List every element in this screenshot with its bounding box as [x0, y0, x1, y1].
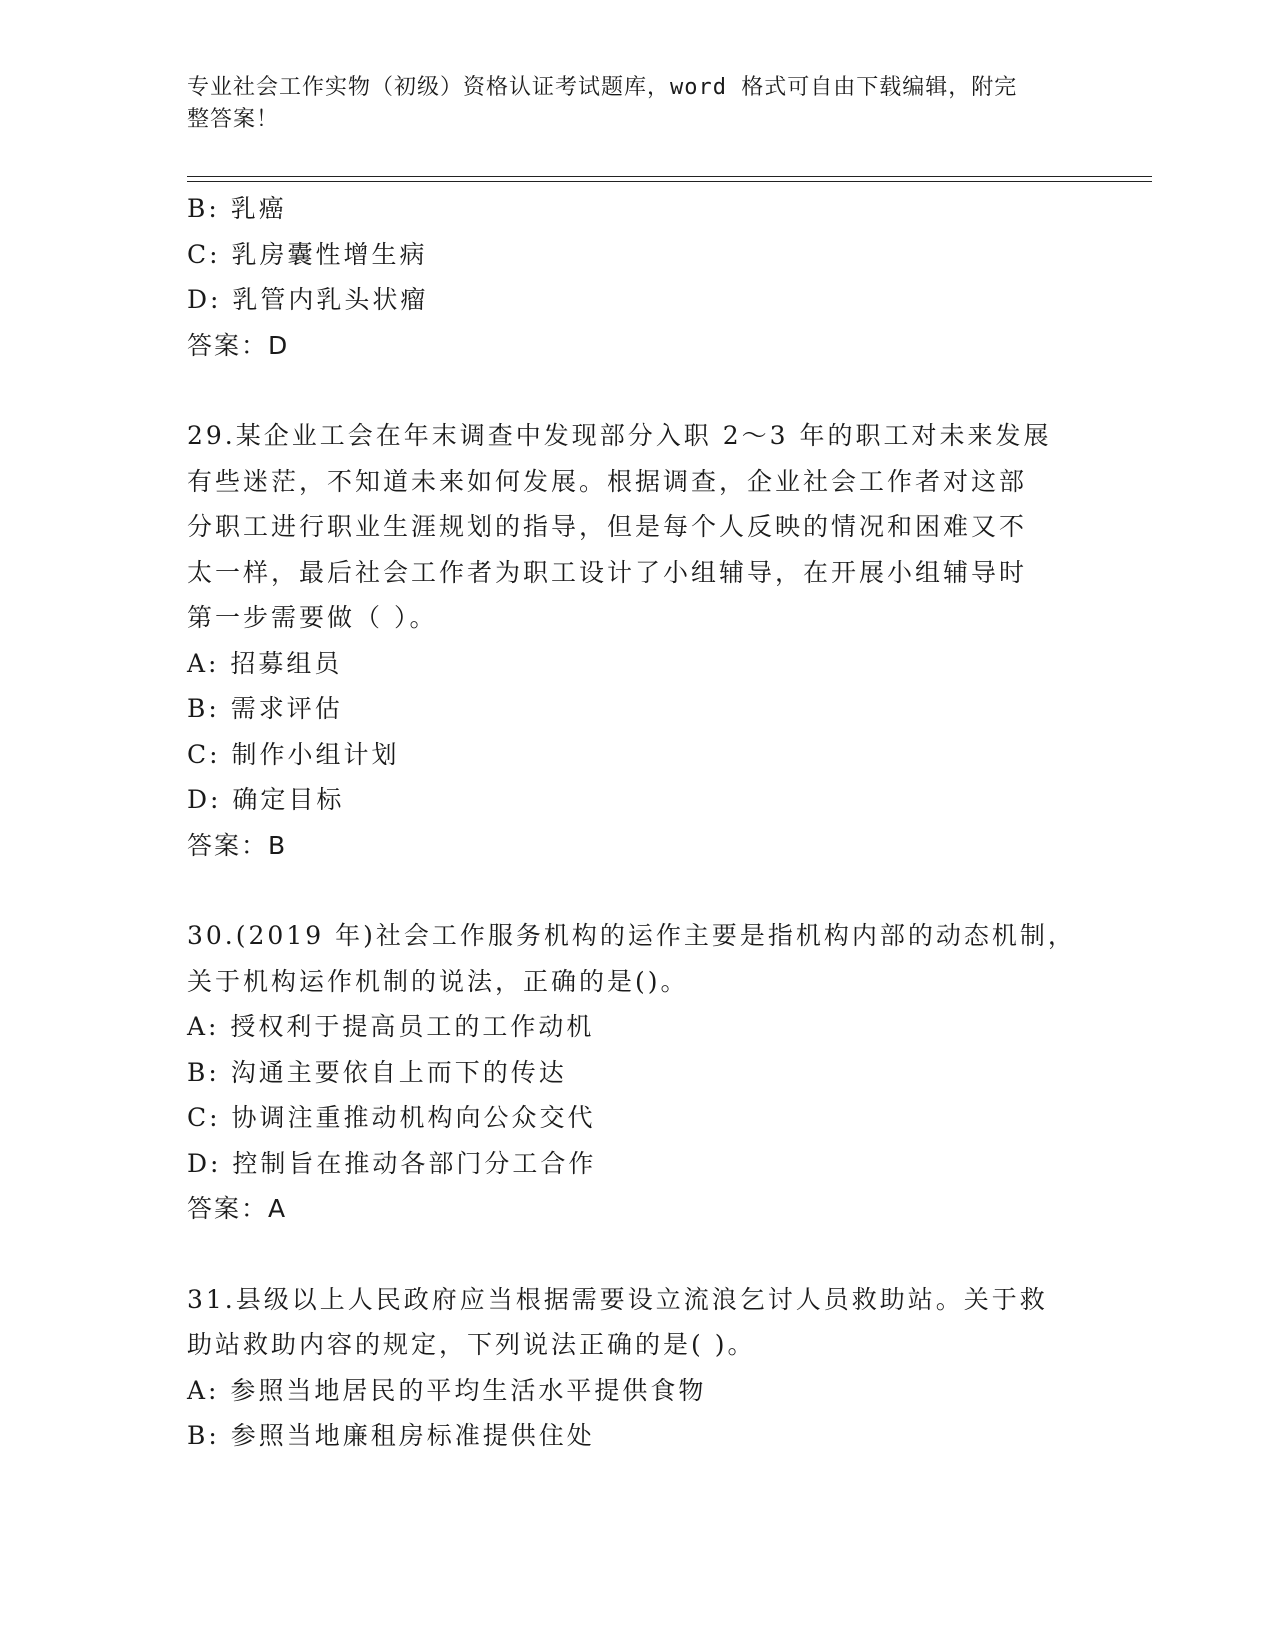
q29-option-c: C: 制作小组计划: [187, 739, 400, 769]
q30-stem-line: 30.(2019 年)社会工作服务机构的运作主要是指机构内部的动态机制，: [187, 921, 1076, 950]
question-31: [187, 1277, 1087, 1459]
q30-option-c: C: 协调注重推动机构向公众交代: [187, 1103, 596, 1132]
q29-option-d: D: 确定目标: [187, 785, 345, 814]
q30-answer: 答案：A: [187, 1194, 288, 1223]
q31-stem-line: 助站救助内容的规定，下列说法正确的是( )。: [187, 1330, 756, 1359]
q28-option-c: C: 乳房囊性增生病: [187, 239, 428, 269]
question-content: [187, 186, 1087, 1459]
q29-stem-line: 第一步需要做（ ）。: [187, 603, 438, 632]
q30-option-a: A: 授权利于提高员工的工作动机: [187, 1012, 595, 1041]
q29-option-b: B: 需求评估: [187, 694, 343, 723]
q30-option-b: B: 沟通主要依自上而下的传达: [187, 1057, 567, 1087]
q29-answer: 答案：B: [187, 830, 288, 860]
q29-stem-line: 太一样，最后社会工作者为职工设计了小组辅导，在开展小组辅导时: [187, 557, 1028, 587]
q28-option-b: B: 乳癌: [187, 194, 287, 223]
question-28-tail: [187, 186, 1087, 368]
question-30: [187, 913, 1087, 1232]
q29-stem-line: 有些迷茫，不知道未来如何发展。根据调查，企业社会工作者对这部: [187, 466, 1028, 496]
header-title-line2: 整答案！: [187, 107, 280, 132]
q29-stem-line: 分职工进行职业生涯规划的指导，但是每个人反映的情况和困难又不: [187, 512, 1028, 541]
q30-stem-line: 关于机构运作机制的说法，正确的是()。: [187, 966, 689, 996]
header-divider: [187, 176, 1152, 182]
q31-option-a: A: 参照当地居民的平均生活水平提供食物: [187, 1375, 707, 1405]
header-title-line1: 专业社会工作实物（初级）资格认证考试题库，word 格式可自由下载编辑，附完: [187, 75, 1018, 100]
q31-option-b: B: 参照当地廉租房标准提供住处: [187, 1421, 595, 1450]
q29-option-a: A: 招募组员: [187, 648, 343, 678]
q31-stem-line: 31.县级以上人民政府应当根据需要设立流浪乞讨人员救助站。关于救: [187, 1284, 1048, 1314]
q30-option-d: D: 控制旨在推动各部门分工合作: [187, 1148, 597, 1178]
question-29: [187, 413, 1087, 868]
q28-option-d: D: 乳管内乳头状瘤: [187, 285, 429, 314]
page-header: [187, 72, 1067, 136]
q29-stem-line: 29.某企业工会在年末调查中发现部分入职 2～3 年的职工对未来发展: [187, 421, 1052, 450]
q28-answer: 答案：D: [187, 330, 290, 360]
